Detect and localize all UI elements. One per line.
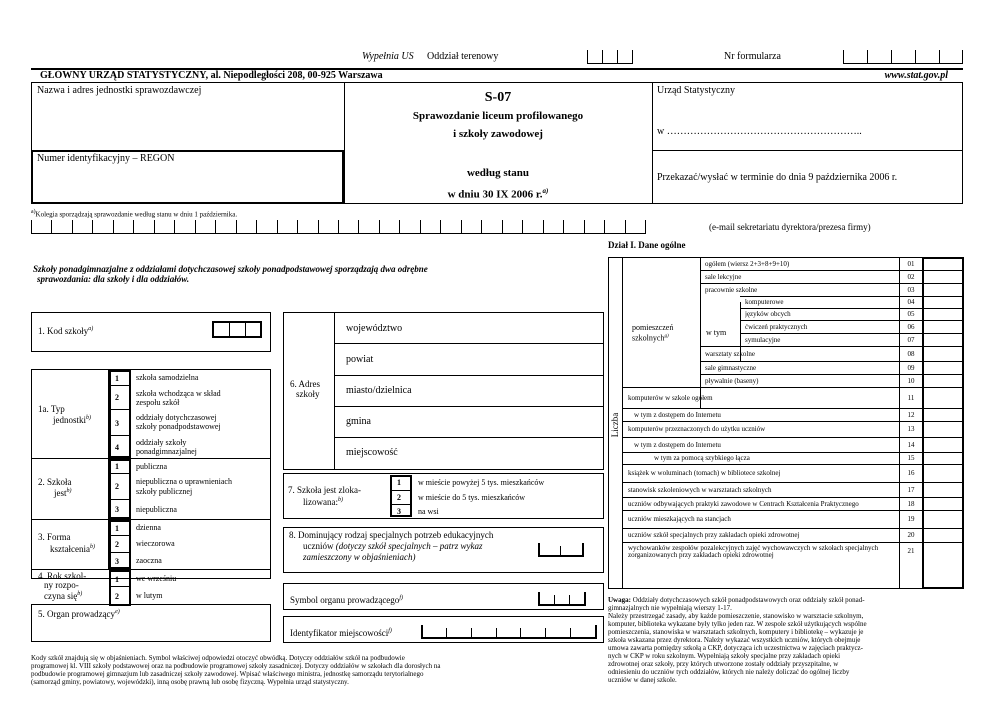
adres-miasto[interactable]: miasto/dzielnica — [346, 385, 412, 396]
row-label-10: pływalnie (baseny) — [705, 376, 759, 385]
row-label-06: ćwiczeń praktycznych — [745, 322, 808, 331]
row-label-14: w tym z dostępem do Internetu — [634, 440, 721, 449]
row-value-13[interactable] — [924, 421, 962, 437]
ident-tick — [421, 625, 423, 638]
email-tick — [358, 220, 359, 234]
forma-opt2-label: wieczorowa — [136, 539, 175, 548]
rok-opt1-label: we wrześniu — [136, 574, 177, 583]
notes-l8: nych w CKP w roku szkolnym. Wypełniają szkoły specjalne przy zakładach opieki — [608, 652, 841, 660]
lok-opt2-label: w mieście do 5 tys. mieszkańców — [418, 493, 526, 502]
dom-label2: uczniów — [303, 541, 334, 551]
row-num-15: 15 — [907, 454, 915, 462]
email-label: (e-mail sekretariatu dyrektora/prezesa firmy) — [709, 222, 871, 232]
forma-label2: kształcenia — [50, 544, 90, 554]
row-num-11: 11 — [907, 393, 915, 402]
typ-opt4-label1: oddziały szkoły — [136, 438, 187, 447]
lok-opt2-num[interactable]: 2 — [397, 493, 401, 502]
notes-l3: Należy przestrzegać zasady, aby każde pomieszczenie, stanowisko w warsztacie szkolnym, — [608, 612, 864, 620]
state-line2: w dniu 30 IX 2006 r. — [447, 188, 543, 201]
row-num-09: 09 — [907, 363, 915, 372]
lok-opt1-num[interactable]: 1 — [397, 478, 401, 487]
side-label: Liczba — [610, 412, 621, 438]
row-value-07[interactable] — [924, 333, 962, 346]
gus-header: GŁÓWNY URZĄD STATYSTYCZNY, al. Niepodległości 208, 00-925 Warszawa — [40, 70, 383, 81]
typ-opt1-label: szkoła samodzielna — [136, 373, 199, 382]
form-number-label: Nr formularza — [724, 51, 781, 62]
row-num-20: 20 — [907, 531, 915, 539]
address-box — [283, 312, 604, 470]
lok-label2: lizowana: — [303, 497, 338, 507]
email-tick — [481, 220, 482, 234]
row-value-14[interactable] — [924, 437, 962, 452]
ident-tick — [520, 628, 521, 638]
szkola-label2-wrap — [54, 486, 72, 498]
adres-miejscowosc[interactable]: miejscowość — [346, 447, 398, 458]
website: www.stat.gov.pl — [884, 70, 948, 81]
footnote-a: Kolegia sporządzają sprawozdanie według stanu w dniu 1 października. — [35, 210, 238, 219]
regon-field[interactable] — [34, 166, 340, 200]
email-tick — [277, 220, 278, 234]
typ-opt2-label2: zespołu szkół — [136, 398, 180, 407]
row-label-17: stanowisk szkoleniowych w warsztatach szkolnych — [628, 485, 772, 494]
typ-opt3-label2: szkoły ponadpodstawowej — [136, 422, 221, 431]
rok-opt1-num[interactable]: 1 — [115, 575, 119, 584]
row-value-02[interactable] — [924, 270, 962, 283]
department-code-input[interactable] — [587, 50, 633, 64]
rok-label1: 4. Rok szkol- — [38, 571, 87, 581]
symbol-input[interactable] — [538, 592, 586, 605]
szkola-label1: 2. Szkoła — [38, 477, 72, 487]
ident-label: Identyfikator miejscowości — [290, 628, 389, 638]
email-tick — [154, 220, 155, 234]
row-label-03: pracownie szkolne — [705, 285, 758, 294]
ident-tick — [570, 628, 571, 638]
row-num-04: 04 — [907, 298, 915, 306]
row-label-04: komputerowe — [745, 298, 784, 306]
footnote-left-4: (samorząd gminy, powiatowy, wojewódzki), inną osobę prawną lub osobę fizyczną. Wypełnia urząd statystyczny. — [31, 678, 349, 686]
row-label-05: języków obcych — [745, 310, 791, 318]
szkola-opt2-label2: szkoły publicznej — [136, 487, 193, 496]
typ-sup: b) — [86, 415, 91, 421]
row-value-12[interactable] — [924, 408, 962, 421]
row-value-11[interactable] — [924, 387, 962, 408]
row-label-09: sale gimnastyczne — [705, 363, 757, 372]
email-tick — [625, 220, 626, 234]
symbol-label: Symbol organu prowadzącego — [290, 595, 400, 605]
notes-l10: odniesieniu do uczniów tych oddziałów, których nie należy doliczać do ogólnej liczby — [608, 668, 850, 676]
name-address-label: Nazwa i adres jednostki sprawozdawczej — [37, 85, 202, 96]
row-value-08[interactable] — [924, 346, 962, 361]
dom-code-input[interactable] — [538, 543, 584, 556]
forma-sup: b) — [89, 544, 95, 550]
ident-sup: f) — [388, 628, 392, 634]
szkola-sup: b) — [66, 488, 72, 494]
email-tick — [113, 220, 114, 234]
email-tick — [584, 220, 585, 234]
typ-opt4-label2: ponadgimnazjalnej — [136, 447, 197, 456]
email-tick — [399, 220, 400, 234]
intro-line2: sprawozdania: dla szkoły i dla oddziałów. — [37, 274, 190, 284]
ident-input[interactable] — [421, 625, 597, 638]
row-value-01[interactable] — [924, 257, 962, 270]
notes-l4: komputer, biblioteka wykazane były tylko jeden raz. W zespole szkół użytkujących wspólne — [608, 620, 867, 628]
ident-tick — [545, 628, 546, 638]
row-num-05: 05 — [907, 310, 915, 318]
kod-sup: a) — [88, 326, 94, 332]
forma-opt3-num[interactable]: 3 — [115, 557, 119, 566]
dom-label1: 8. Dominujący rodzaj specjalnych potrzeb edukacyjnych — [289, 530, 494, 540]
email-tick — [543, 220, 544, 234]
szkola-opt1-num[interactable]: 1 — [115, 462, 119, 471]
row-label-02: sale lekcyjne — [705, 272, 742, 281]
symbol-sup: f) — [399, 595, 403, 601]
row-num-16: 16 — [907, 469, 915, 477]
row-label-13: komputerów przeznaczonych do użytku uczniów — [628, 425, 766, 433]
footnote-left-3: podbudowie programowej gimnazjum lub zasadniczej szkoły zawodowej. Wpisać właściwego ministra, jednostkę samorządu terytorialnego — [31, 670, 424, 678]
pom-label1: pomieszczeń — [632, 323, 674, 332]
row-label-21: wychowanków zespołów pozalekcyjnych zajęć wychowawczych w szkołach specjalnych zorganizowanych przy zakładach opieki zdrowotnej — [628, 543, 879, 559]
row-label-18: uczniów odbywających praktyki zawodowe w Centrach Kształcenia Praktycznego — [628, 499, 859, 508]
row-value-09[interactable] — [924, 361, 962, 374]
intro-line1: Szkoły ponadgimnazjalne z oddziałami dotychczasowej szkoły ponadpodstawowej sporządzają dwa odrębne — [33, 264, 428, 274]
email-tick — [645, 220, 646, 234]
rok-label2: ny rozpo- — [44, 580, 79, 590]
adres-wojewodztwo[interactable]: województwo — [346, 323, 403, 334]
pom-label2-wrap — [632, 332, 669, 343]
szkola-opt3-num[interactable]: 3 — [115, 505, 119, 514]
lok-opt3-num[interactable]: 3 — [397, 507, 401, 516]
notes-l9: zdrowotnej oraz szkoły, przy których utworzone zostały oddziały przyszpitalne, w — [608, 660, 839, 668]
szkola-opt3-label: niepubliczna — [136, 505, 177, 514]
ident-tick — [446, 628, 447, 638]
footnote-a-sup: a) — [31, 209, 36, 215]
row-num-19: 19 — [907, 515, 915, 523]
footnote-left-2: programowej kl. VIII szkoły podstawowej oraz na podbudowie programowej szkoły zasadniczej. Dotyczy oddziałów w szkołach dla dorosłych na — [31, 662, 441, 670]
email-tick — [522, 220, 523, 234]
regon-label: Numer identyfikacyjny – REGON — [37, 153, 175, 164]
row-label-08: warsztaty szkolne — [705, 349, 755, 358]
dom-label3: zamieszczony w objaśnieniach) — [303, 552, 416, 562]
pom-sup: g) — [664, 334, 669, 339]
deadline: Przekazać/wysłać w terminie do dnia 9 października 2006 r. — [657, 172, 898, 183]
typ-opt2-label1: szkoła wchodząca w skład — [136, 389, 221, 398]
row-value-19[interactable] — [924, 510, 962, 528]
pom-label2: szkolnych — [632, 333, 665, 343]
row-value-18[interactable] — [924, 497, 962, 510]
rok-sup: b) — [77, 591, 83, 597]
row-num-02: 02 — [907, 272, 915, 281]
name-address-field[interactable] — [34, 97, 340, 147]
notes-l7: umowa zawarta pomiędzy szkołą a CKP, dotycząca ich uczestnictwa w zajęciach praktycz- — [608, 644, 863, 652]
row-label-16: książek w woluminach (tomach) w bibliotece szkolnej — [628, 469, 781, 477]
lok-code-column — [390, 475, 412, 517]
office-w[interactable]: w ………………………………………………….. — [657, 126, 862, 137]
row-num-18: 18 — [907, 499, 915, 508]
row-value-03[interactable] — [924, 283, 962, 296]
lok-sup: b) — [338, 497, 343, 503]
notes-title: Uwaga: — [608, 596, 631, 604]
department-label: Oddział terenowy — [427, 51, 499, 62]
rok-opt2-label: w lutym — [136, 591, 163, 600]
footnote-a-wrap — [31, 208, 237, 218]
notes-l6: szkoła wskazana przez dyrektora. Należy wykazać wszystkich uczniów, których obejmuje — [608, 636, 861, 644]
forma-label2-wrap — [50, 542, 95, 554]
email-tick — [502, 220, 503, 234]
ident-tick — [496, 628, 497, 638]
notes-l1: Oddziały dotychczasowych szkół ponadpodstawowych oraz oddziały szkół ponad- — [632, 596, 865, 604]
footnote-left-1: Kody szkół znajdują się w objaśnieniach. Symbol właściwej odpowiedzi otoczyć obwódką. Dotyczy oddziałów szkół na podbudowie — [31, 654, 405, 662]
adres-gmina[interactable]: gmina — [346, 416, 371, 427]
state-sup: a) — [542, 187, 549, 195]
row-num-10: 10 — [907, 376, 915, 385]
email-tick — [379, 220, 380, 234]
email-tick — [563, 220, 564, 234]
fill-by-us-label: Wypełnia US — [362, 51, 414, 62]
email-tick — [133, 220, 134, 234]
ident-tick — [471, 628, 472, 638]
typ-label2-wrap — [53, 413, 91, 425]
email-tick — [31, 220, 32, 234]
row-label-07: symulacyjne — [745, 335, 781, 344]
row-num-21: 21 — [907, 547, 915, 555]
organ-sup: e) — [115, 609, 120, 615]
email-tick — [92, 220, 93, 234]
dom-label2b: (dotyczy szkół specjalnych – patrz wykaz — [335, 541, 483, 551]
adres-label1: 6. Adres — [290, 379, 320, 389]
email-tick — [604, 220, 605, 234]
szkola-label2: jest — [54, 488, 67, 498]
typ-opt2-num[interactable]: 2 — [115, 393, 119, 402]
notes-l5: pomieszczenia, stanowiska w warsztatach szkolnych, komputery i bibliotekę – wykazuje je — [608, 628, 864, 636]
row-value-20[interactable] — [924, 528, 962, 542]
email-tick — [297, 220, 298, 234]
email-tick — [72, 220, 73, 234]
typ-label1: 1a. Typ — [38, 404, 65, 414]
lok-label1: 7. Szkoła jest zloka- — [288, 485, 361, 495]
row-num-07: 07 — [907, 335, 915, 344]
row-label-01: ogółem (wiersz 2+3+8+9+10) — [705, 259, 790, 268]
office-label: Urząd Statystyczny — [657, 85, 736, 96]
szkola-opt1-label: publiczna — [136, 462, 168, 471]
row-value-05[interactable] — [924, 308, 962, 320]
typ-opt3-num[interactable]: 3 — [115, 419, 119, 428]
state-line1: według stanu — [466, 167, 530, 179]
row-num-12: 12 — [907, 410, 915, 419]
form-title-line2: i szkoły zawodowej — [453, 128, 543, 140]
lok-opt3-label: na wsi — [418, 507, 439, 516]
typ-code-column — [109, 370, 131, 458]
row-label-15: w tym za pomocą szybkiego łącza — [654, 454, 750, 462]
szkola-opt2-label1: niepubliczna o uprawnieniach — [136, 477, 232, 486]
row-num-13: 13 — [907, 425, 915, 433]
kod-label-wrap — [38, 324, 93, 336]
row-num-17: 17 — [907, 485, 915, 494]
email-tick — [236, 220, 237, 234]
forma-opt2-num[interactable]: 2 — [115, 540, 119, 549]
typ-opt3-label1: oddziały dotychczasowej — [136, 413, 217, 422]
row-value-10[interactable] — [924, 374, 962, 387]
form-code: S-07 — [484, 90, 512, 105]
email-tick — [195, 220, 196, 234]
notes-block — [608, 596, 964, 684]
adres-powiat[interactable]: powiat — [346, 354, 374, 365]
szkola-code-column — [109, 459, 131, 519]
rok-code-column — [109, 570, 131, 606]
szkola-opt2-num[interactable]: 2 — [115, 482, 119, 491]
email-tick — [256, 220, 257, 234]
row-value-21[interactable] — [924, 542, 962, 560]
row-label-11: komputerów w szkole ogółem — [628, 393, 713, 402]
kod-label: 1. Kod szkoły — [38, 326, 89, 336]
row-value-06[interactable] — [924, 320, 962, 333]
forma-opt1-num[interactable]: 1 — [115, 524, 119, 533]
form-title-line1: Sprawozdanie liceum profilowanego — [412, 110, 584, 122]
organ-label-wrap — [38, 607, 120, 619]
w-tym-label: w tym — [706, 328, 727, 337]
row-num-03: 03 — [907, 285, 915, 294]
forma-label1: 3. Forma — [38, 532, 71, 542]
typ-opt1-num[interactable]: 1 — [115, 374, 119, 383]
notes-l2: gimnazjalnych nie wypełniają wierszy 1-17. — [608, 604, 732, 612]
forma-code-column — [109, 520, 131, 569]
row-num-14: 14 — [907, 440, 915, 449]
symbol-label-wrap — [290, 593, 403, 605]
email-tick — [215, 220, 216, 234]
row-num-06: 06 — [907, 322, 915, 331]
ident-tick — [595, 625, 597, 638]
lok-opt1-label: w mieście powyżej 5 tys. mieszkańców — [418, 478, 545, 487]
row-value-04[interactable] — [924, 296, 962, 308]
email-tick — [461, 220, 462, 234]
typ-label2: jednostki — [53, 415, 86, 425]
row-value-17[interactable] — [924, 482, 962, 497]
rok-label3: czyna się — [44, 591, 78, 601]
email-tick — [174, 220, 175, 234]
email-tick — [51, 220, 52, 234]
kod-input[interactable] — [212, 321, 262, 338]
ident-label-wrap — [290, 626, 392, 638]
row-label-12: w tym z dostępem do Internetu — [634, 410, 721, 419]
form-number-input[interactable] — [843, 50, 963, 64]
state-line2-wrap — [344, 185, 652, 202]
lok-label2-wrap — [303, 495, 343, 507]
row-num-08: 08 — [907, 349, 915, 358]
rok-label3-wrap — [44, 589, 82, 601]
forma-opt1-label: dzienna — [136, 523, 161, 532]
forma-opt3-label: zaoczna — [136, 556, 162, 565]
row-label-20: uczniów szkół specjalnych przy zakładach opieki zdrowotnej — [628, 531, 800, 539]
organ-label: 5. Organ prowadzący — [38, 609, 116, 619]
row-label-19: uczniów mieszkających na stancjach — [628, 515, 731, 523]
row-value-15[interactable] — [924, 452, 962, 464]
dom-label2-wrap — [303, 541, 482, 551]
row-num-01: 01 — [907, 259, 915, 268]
email-tick — [420, 220, 421, 234]
email-tick — [440, 220, 441, 234]
typ-opt4-num[interactable]: 4 — [115, 443, 119, 452]
adres-label2: szkoły — [296, 389, 320, 399]
email-tick — [318, 220, 319, 234]
email-input[interactable] — [31, 220, 645, 234]
notes-l11: uczniów w danej szkole. — [608, 676, 677, 684]
rok-opt2-num[interactable]: 2 — [115, 592, 119, 601]
row-value-16[interactable] — [924, 464, 962, 482]
email-tick — [338, 220, 339, 234]
section-title: Dział I. Dane ogólne — [608, 240, 686, 250]
